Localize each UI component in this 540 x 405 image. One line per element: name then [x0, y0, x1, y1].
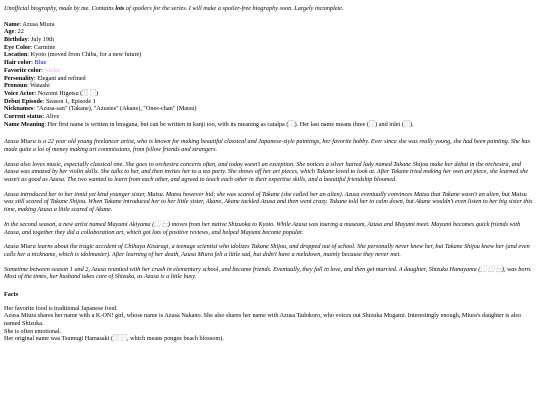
- profile-row-nicknames: Nicknames: "Azusa-san" (Takane), "Azusies" (Akane), "Onee-chan" (Matsu): [4, 105, 197, 113]
- profile-row-pronoun: Pronoun: Watashi: [4, 82, 50, 90]
- profile-row-personality: Personality: Elegant and refined: [4, 74, 86, 82]
- profile-label: Voice Actor: [4, 89, 35, 97]
- profile-value: Kyoto (moved from Chiba, for a new future): [30, 51, 142, 59]
- facts-list: [4, 305, 536, 343]
- fact-item: She is often emotional.: [4, 327, 62, 335]
- profile-block: [4, 21, 536, 129]
- profile-label: Eye Color: [4, 43, 31, 51]
- profile-label: Name: [4, 20, 20, 28]
- paragraph-career: Azusa Miura is a 22 year old young freelancer artist, who is known for making beautiful classical and Japanese-style paintings, her favorite hobby. Ever since she was really young, she had been painting. She has made quite a lot of money making art commissions, from fellow friends and strangers.: [4, 138, 530, 153]
- fact-item: Her favorite food is traditional Japanese food.: [4, 304, 118, 312]
- profile-label: Age: [4, 28, 15, 36]
- profile-row-location: Location: Kyoto (moved from Chiba, for a new future): [4, 51, 142, 59]
- profile-label: Location: [4, 51, 28, 59]
- profile-label: Personality: [4, 74, 34, 82]
- profile-row-debut-episode: Debut Episode: Season 1, Episode 1: [4, 97, 96, 105]
- profile-value: Carmine: [33, 43, 56, 51]
- paragraph-season-two: In the second season, a new artist named Mayumi Akiyama (⿰ ⿱) moves from her native Shizuoka to Kyoto. While Azusa was touring a museum, Azusa and Mayumi meet. Mayumi becomes quick friends with Azusa, and together they did a collaboration art, which got lots of positive reviews, and helped Mayumi become popular.: [4, 220, 521, 236]
- intro-text-pre: Unofficial biography, made by me. Contains: [4, 5, 116, 12]
- profile-value-blue: Blue: [34, 59, 47, 67]
- intro-note: [4, 5, 536, 13]
- profile-label: Nicknames: [4, 105, 34, 113]
- profile-row-name-meaning: Name Meaning: Her first name is written in hiragana, but can be written in kanji too, with its meaning as catalpa (⿰). Her last name means three (⿰) and inlet (⿰).: [4, 120, 414, 128]
- intro-text-bold: lots: [115, 5, 125, 12]
- profile-value: Nozomi Higetsu (⿲ ⿱): [37, 89, 99, 97]
- paragraph-music: Azusa also loves music, especially classical one. She goes to orchestra concerts often, and today wasn't an exception. She notices a silver haired lady named Takane Shijou make her debut in the orchestra, and Azusa was amazed by her violin skills. She talks to her, and then invites her to a tea party. She shows off her art pieces, which Takane loved to look at. After Takane tried making her own art piece, she learned she wasn't as good as Azusa. The two wanted to learn from each other, and agreed to teach each other in their expertise skills, and a beautiful friendship bloomed.: [4, 160, 529, 184]
- profile-row-birthday: Birthday: July 19th: [4, 36, 54, 44]
- profile-label: Name Meaning: [4, 120, 45, 128]
- profile-value: Azusa Miura: [22, 20, 55, 28]
- paragraph-sister: Azusa introduced her to her timid yet kind younger sister, Matsu. Matsu however hid; she was scared of Takane (she called her an alien). Azusa eventually convinces Matsu that Takane wasn't an alien, but Matsu was still scared of Takane Shijou. When Takane introduced her to her little sister, Akane, Akane tackled Azusa and then went crazy. Takane told her to calm down, but Akane wouldn't even listen to her big sister this time, making Azusa a little scared of Akane.: [4, 190, 533, 214]
- profile-label: Favorite color: [4, 66, 42, 74]
- profile-label: Birthday: [4, 36, 28, 44]
- profile-value: Her first name is written in hiragana, but can be written in kanji too, with its meaning as catalpa (⿰). Her last name means three (⿰) and inlet (⿰).: [47, 120, 414, 128]
- intro-text-post: of spoilers for the series. I will make a spoiler-free biography soon. Largely incomplete.: [124, 5, 344, 12]
- profile-label: Current status: [4, 112, 43, 120]
- profile-row-age: Age: 22: [4, 28, 24, 36]
- profile-value: Alive: [45, 112, 60, 120]
- profile-label: Pronoun: [4, 82, 27, 90]
- profile-label: Debut Episode: [4, 97, 43, 105]
- profile-label: Hair color: [4, 59, 32, 67]
- profile-row-hair-color: Hair color: Blue: [4, 59, 47, 67]
- profile-row-voice-actor: Voice Actor: Nozomi Higetsu (⿲ ⿱): [4, 89, 99, 97]
- profile-value-violet: Violet: [44, 66, 60, 74]
- paragraph-marriage: Sometime between season 1 and 2, Azusa reunited with her crush in elementary school, and became friends. Eventually, they fall in love, and then get married. A daughter, Shizuka Hanayama (⿰ ⿰ ⿱), was born. Most of the times, her husband takes care of Shizuka, as Azusa is a little busy.: [4, 265, 532, 281]
- profile-value: "Azusa-san" (Takane), "Azusies" (Akane), "Onee-chan" (Matsu): [36, 105, 197, 113]
- profile-value: July 19th: [31, 36, 54, 44]
- paragraph-chihaya: Azusa Miura learns about the tragic accident of Chihaya Kisaragi, a teenage scientist who idolizes Takane Shijou, and dropped out of school. She personally never knew her, but Takane Shijou knew her (and even calls her a nickname, which is idolmaster). After learning of her death, Azusa Miura felt a little sad, but didn't have a meltdown, mainly because they never met.: [4, 243, 530, 258]
- profile-value: Watashi: [30, 82, 50, 90]
- fact-item: Her original name was Tsumugi Hamasaki (⿰ ⿱, which means pongee beach blossom).: [4, 335, 224, 343]
- fact-item: Azusa Miura shares her name with a K-ON! girl, whose name is Azusa Nakano. She also shares her name with Azusa Tadokoro, who voices out Shizuka Mogami. Interestingly enough, Miura's daughter is also named Shizuka.: [4, 312, 521, 327]
- facts-heading: Facts: [4, 290, 19, 298]
- profile-value: Season 1, Episode 1: [45, 97, 96, 105]
- profile-row-favorite-color: Favorite color: Violet: [4, 66, 60, 74]
- profile-value: 22: [17, 28, 24, 36]
- profile-row-name: Name: Azusa Miura: [4, 20, 55, 28]
- profile-row-eye-color: Eye Color: Carmine: [4, 43, 56, 51]
- profile-row-current-status: Current status: Alive: [4, 112, 60, 120]
- profile-value: Elegant and refined: [37, 74, 86, 82]
